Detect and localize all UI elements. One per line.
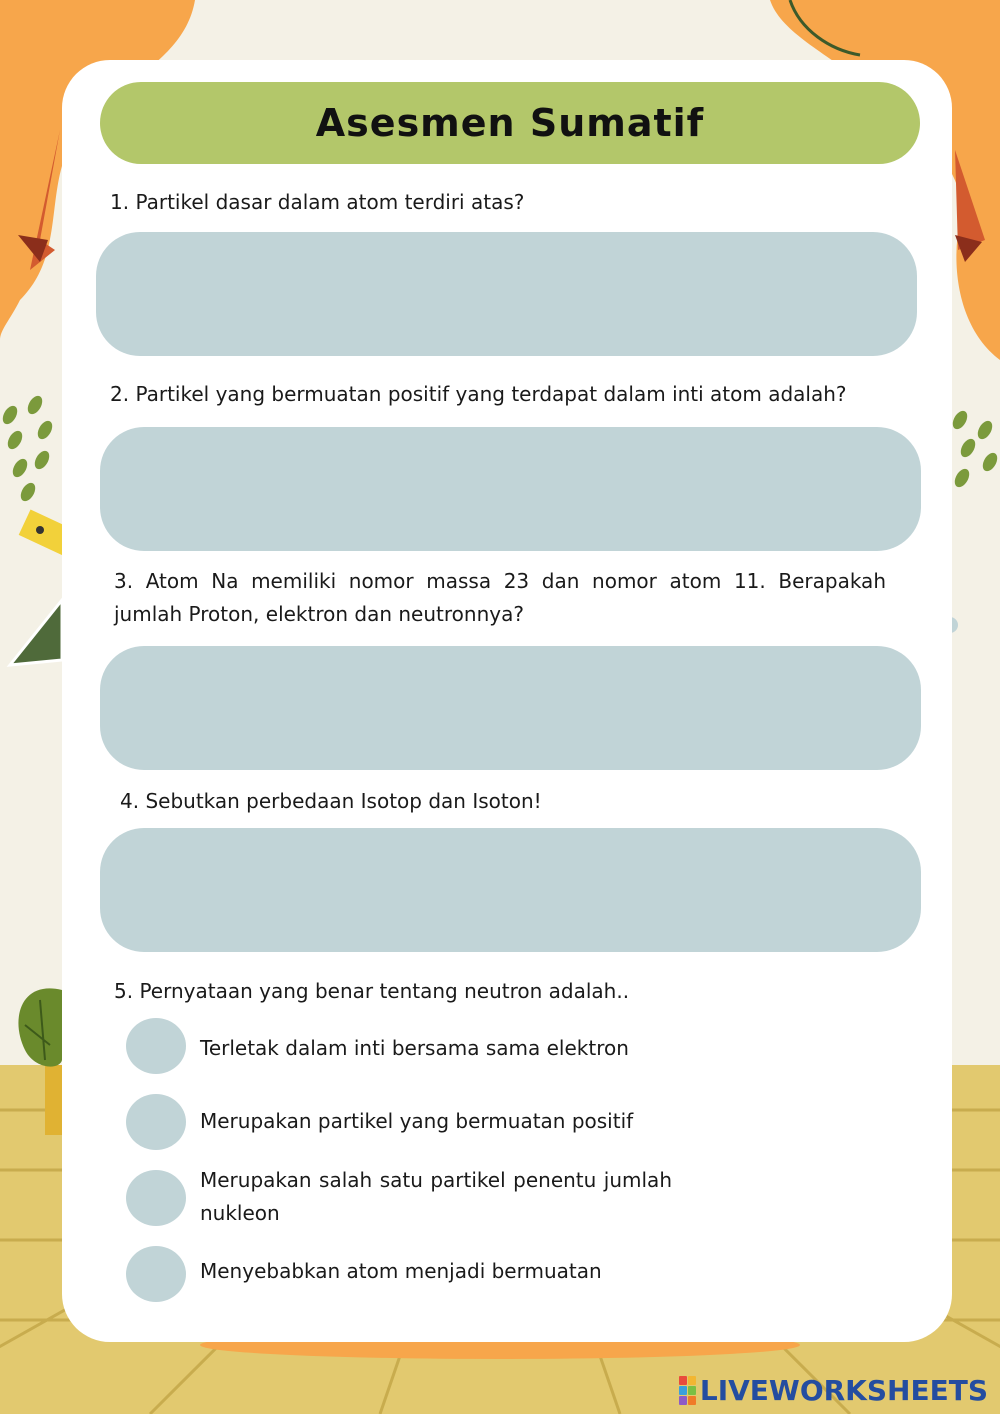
question-number: 4. (120, 789, 140, 813)
question-text: Partikel dasar dalam atom terdiri atas? (135, 190, 525, 214)
option-radio-1[interactable] (126, 1018, 186, 1074)
brand-name: LIVEWORKSHEETS (699, 1373, 988, 1407)
answer-box-4[interactable] (100, 828, 921, 952)
option-label-1: Terletak dalam inti bersama sama elektron (200, 1036, 629, 1060)
question-2 (110, 378, 847, 411)
option-radio-2[interactable] (126, 1094, 186, 1150)
question-4 (120, 785, 542, 818)
question-3 (114, 565, 886, 631)
option-label-4: Menyebabkan atom menjadi bermuatan (200, 1259, 602, 1283)
title-bar (100, 82, 920, 164)
option-radio-4[interactable] (126, 1246, 186, 1302)
brand-logo (679, 1372, 988, 1408)
question-text: Pernyataan yang benar tentang neutron adalah.. (139, 979, 630, 1003)
question-5 (114, 975, 629, 1008)
question-text: Sebutkan perbedaan Isotop dan Isoton! (145, 789, 542, 813)
question-number: 2. (110, 382, 130, 406)
set-square-icon (10, 600, 62, 665)
answer-box-2[interactable] (100, 427, 921, 551)
option-label-3: Merupakan salah satu partikel penentu jumlah nukleon (200, 1168, 672, 1225)
question-number: 1. (110, 190, 130, 214)
question-1 (110, 186, 524, 219)
brand-icon (679, 1376, 696, 1405)
question-number: 5. (114, 979, 134, 1003)
question-text: Partikel yang bermuatan positif yang terdapat dalam inti atom adalah? (135, 382, 847, 406)
page-title: Asesmen Sumatif (315, 101, 705, 145)
answer-box-3[interactable] (100, 646, 921, 770)
answer-box-1[interactable] (96, 232, 917, 356)
option-radio-3[interactable] (126, 1170, 186, 1226)
option-label-2: Merupakan partikel yang bermuatan positif (200, 1109, 634, 1133)
question-number: 3. (114, 569, 134, 593)
question-text: Atom Na memiliki nomor massa 23 dan nomor atom 11. Berapakah jumlah Proton, elektron dan neutronnya? (114, 569, 886, 626)
